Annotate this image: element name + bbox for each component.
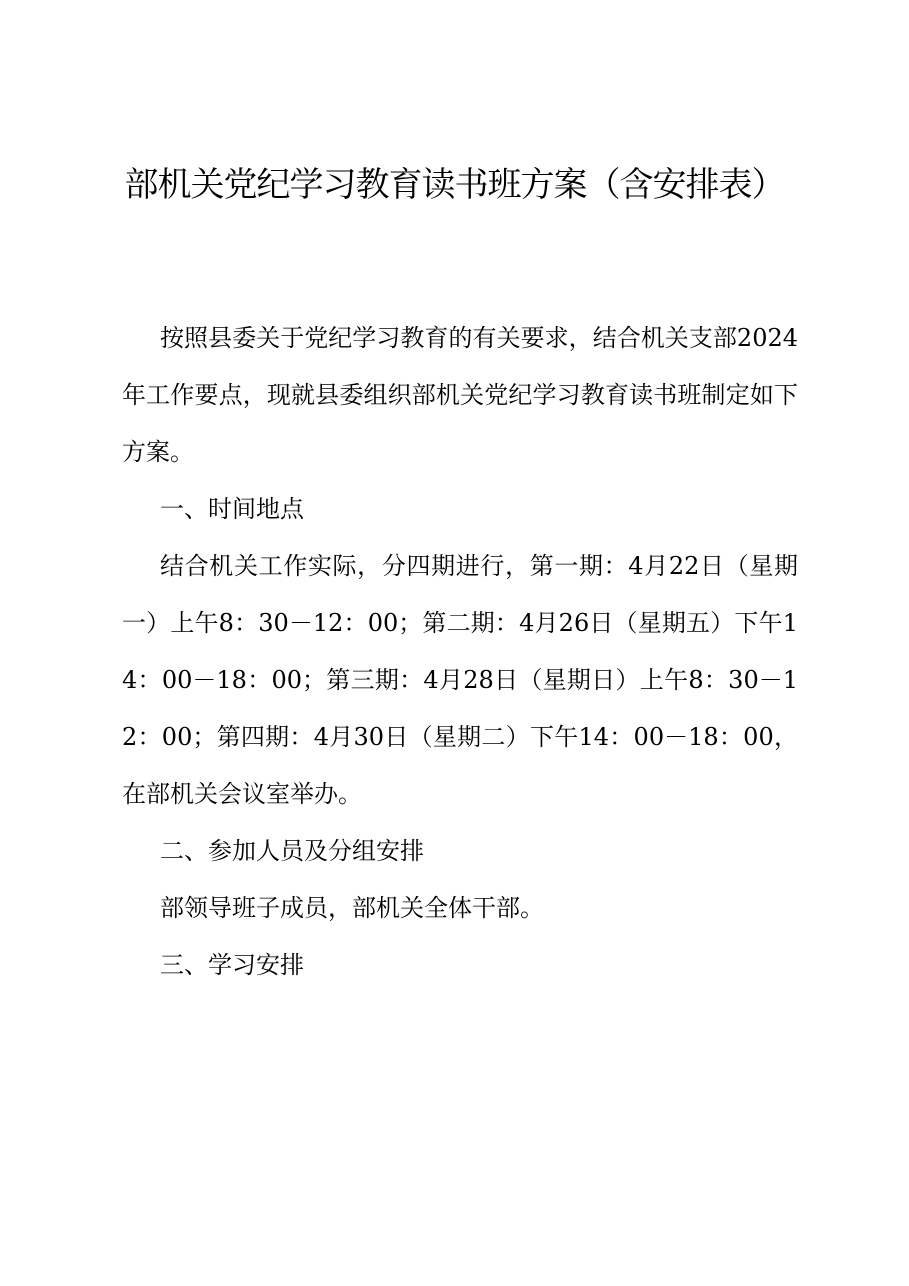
participants-paragraph: 部领导班子成员，部机关全体干部。 bbox=[160, 894, 544, 922]
section-heading-time-place: 一、时间地点 bbox=[160, 495, 304, 523]
document-title: 部机关党纪学习教育读书班方案（含安排表） bbox=[124, 165, 785, 205]
document-body bbox=[122, 310, 798, 994]
section-heading-study-arrangement: 三、学习安排 bbox=[160, 951, 304, 979]
intro-paragraph: 按照县委关于党纪学习教育的有关要求，结合机关支部2024年工作要点，现就县委组织部机关党纪学习教育读书班制定如下方案。 bbox=[122, 324, 798, 466]
schedule-paragraph: 结合机关工作实际，分四期进行，第一期：4月22日（星期一）上午8：30－12：00；第二期：4月26日（星期五）下午14：00－18：00；第三期：4月28日（星期日）上午8：30－12：00；第四期：4月30日（星期二）下午14：00－18：00，在部机关会议室举办。 bbox=[122, 552, 798, 808]
section-heading-participants: 二、参加人员及分组安排 bbox=[160, 837, 424, 865]
